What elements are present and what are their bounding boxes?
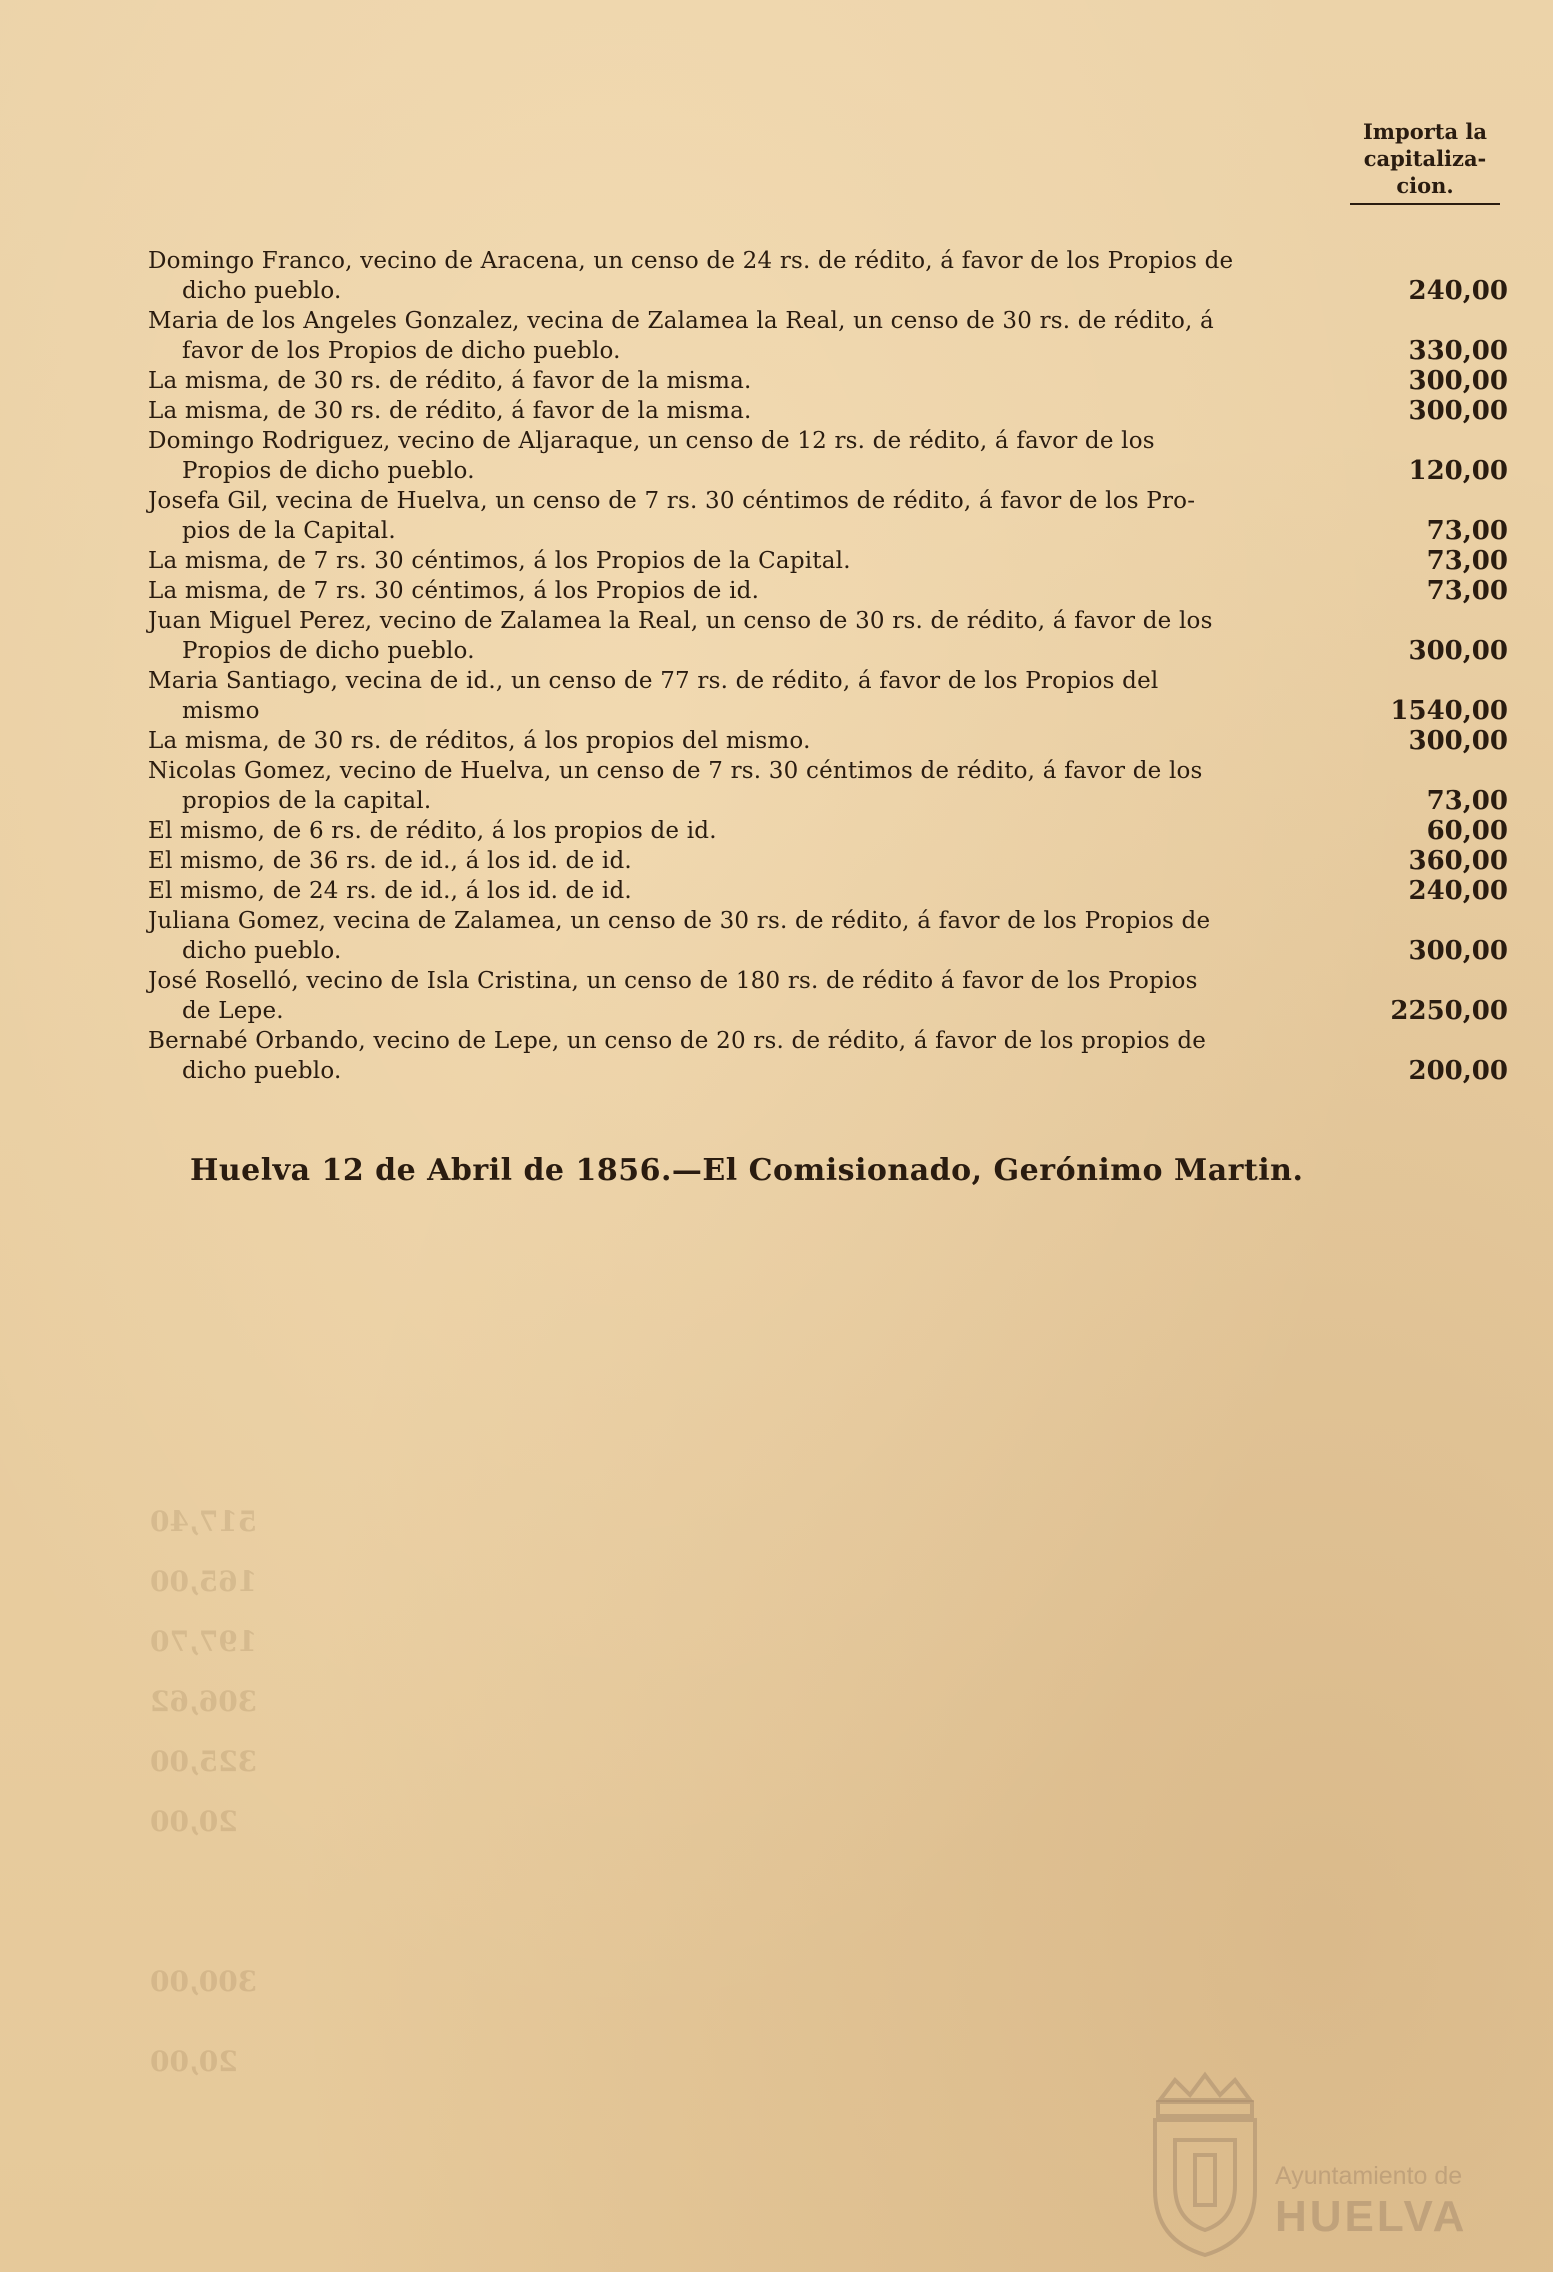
census-entry bbox=[148, 666, 1508, 726]
entry-text-line: dicho pueblo. bbox=[182, 938, 342, 964]
census-entry bbox=[148, 576, 1508, 606]
entry-amount: 60,00 bbox=[1426, 816, 1508, 846]
entry-amount: 300,00 bbox=[1408, 366, 1508, 396]
entry-text-line: Josefa Gil, vecina de Huelva, un censo de 7 rs. 30 céntimos de rédito, á favor de los Pro- bbox=[148, 488, 1196, 514]
entry-amount: 120,00 bbox=[1408, 456, 1508, 486]
entry-text-line: La misma, de 7 rs. 30 céntimos, á los Propios de id. bbox=[148, 578, 760, 604]
entry-text-line: El mismo, de 6 rs. de rédito, á los propios de id. bbox=[148, 818, 717, 844]
census-entry bbox=[148, 816, 1508, 846]
census-entry bbox=[148, 966, 1508, 1026]
entry-text-line: dicho pueblo. bbox=[182, 278, 342, 304]
bleed-through-text: 20,00 bbox=[150, 1805, 238, 1838]
amount-column-header bbox=[1350, 118, 1500, 205]
entry-amount: 2250,00 bbox=[1390, 996, 1508, 1026]
entry-text-line: El mismo, de 36 rs. de id., á los id. de id. bbox=[148, 848, 632, 874]
entry-text-line: pios de la Capital. bbox=[182, 518, 396, 544]
signature-line: Huelva 12 de Abril de 1856.—El Comisionado, Gerónimo Martin. bbox=[190, 1153, 1304, 1188]
census-entry bbox=[148, 606, 1508, 666]
census-entry bbox=[148, 366, 1508, 396]
entry-amount: 1540,00 bbox=[1390, 696, 1508, 726]
census-entry bbox=[148, 726, 1508, 756]
entry-amount: 300,00 bbox=[1408, 936, 1508, 966]
census-entry bbox=[148, 906, 1508, 966]
entry-text-line: El mismo, de 24 rs. de id., á los id. de id. bbox=[148, 878, 632, 904]
coat-of-arms-icon bbox=[1140, 2070, 1270, 2260]
entry-text-line: La misma, de 30 rs. de réditos, á los propios del mismo. bbox=[148, 728, 811, 754]
entry-amount: 73,00 bbox=[1426, 546, 1508, 576]
entry-amount: 240,00 bbox=[1408, 876, 1508, 906]
entry-amount: 73,00 bbox=[1426, 516, 1508, 546]
census-entries-list bbox=[148, 246, 1508, 1086]
column-header-line: capitaliza- bbox=[1363, 146, 1487, 171]
census-entry bbox=[148, 876, 1508, 906]
entry-text-line: Juan Miguel Perez, vecino de Zalamea la Real, un censo de 30 rs. de rédito, á favor de los bbox=[148, 608, 1213, 634]
column-header-line: cion. bbox=[1396, 173, 1454, 198]
census-entry bbox=[148, 1026, 1508, 1086]
census-entry bbox=[148, 426, 1508, 486]
entry-text-line: Propios de dicho pueblo. bbox=[182, 458, 475, 484]
header-rule bbox=[1350, 203, 1500, 205]
entry-amount: 300,00 bbox=[1408, 396, 1508, 426]
entry-amount: 200,00 bbox=[1408, 1056, 1508, 1086]
entry-text-line: Nicolas Gomez, vecino de Huelva, un censo de 7 rs. 30 céntimos de rédito, á favor de los bbox=[148, 758, 1203, 784]
bleed-through-text: 165,00 bbox=[150, 1565, 258, 1598]
watermark-text: HUELVA bbox=[1275, 2192, 1468, 2241]
entry-text-line: propios de la capital. bbox=[182, 788, 432, 814]
entry-text-line: Juliana Gomez, vecina de Zalamea, un censo de 30 rs. de rédito, á favor de los Propios de bbox=[148, 908, 1211, 934]
entry-text-line: Propios de dicho pueblo. bbox=[182, 638, 475, 664]
entry-text-line: de Lepe. bbox=[182, 998, 284, 1024]
entry-text-line: dicho pueblo. bbox=[182, 1058, 342, 1084]
bleed-through-text: 197,70 bbox=[150, 1625, 258, 1658]
entry-text-line: José Roselló, vecino de Isla Cristina, un censo de 180 rs. de rédito á favor de los Propios bbox=[148, 968, 1198, 994]
entry-amount: 360,00 bbox=[1408, 846, 1508, 876]
census-entry bbox=[148, 486, 1508, 546]
entry-amount: 330,00 bbox=[1408, 336, 1508, 366]
entry-amount: 300,00 bbox=[1408, 636, 1508, 666]
entry-text-line: La misma, de 7 rs. 30 céntimos, á los Propios de la Capital. bbox=[148, 548, 851, 574]
column-header-line: Importa la bbox=[1362, 119, 1487, 144]
bleed-through-text: 300,00 bbox=[150, 1965, 258, 1998]
entry-text-line: Maria Santiago, vecina de id., un censo de 77 rs. de rédito, á favor de los Propios del bbox=[148, 668, 1159, 694]
census-entry bbox=[148, 396, 1508, 426]
census-entry bbox=[148, 546, 1508, 576]
entry-amount: 73,00 bbox=[1426, 576, 1508, 606]
bleed-through-text: 20,00 bbox=[150, 2045, 238, 2078]
census-entry bbox=[148, 306, 1508, 366]
entry-text-line: La misma, de 30 rs. de rédito, á favor de la misma. bbox=[148, 398, 752, 424]
entry-amount: 73,00 bbox=[1426, 786, 1508, 816]
entry-text-line: Domingo Franco, vecino de Aracena, un censo de 24 rs. de rédito, á favor de los Propios de bbox=[148, 248, 1234, 274]
entry-text-line: Domingo Rodriguez, vecino de Aljaraque, un censo de 12 rs. de rédito, á favor de los bbox=[148, 428, 1155, 454]
entry-text-line: Maria de los Angeles Gonzalez, vecina de Zalamea la Real, un censo de 30 rs. de rédito, á bbox=[148, 308, 1214, 334]
entry-text-line: Bernabé Orbando, vecino de Lepe, un censo de 20 rs. de rédito, á favor de los propios de bbox=[148, 1028, 1207, 1054]
bleed-through-text: 325,00 bbox=[150, 1745, 258, 1778]
bleed-through-text: 517,40 bbox=[150, 1505, 258, 1538]
census-entry bbox=[148, 246, 1508, 306]
watermark-text: Ayuntamiento de bbox=[1275, 2162, 1463, 2190]
entry-text-line: La misma, de 30 rs. de rédito, á favor de la misma. bbox=[148, 368, 752, 394]
ayuntamiento-huelva-watermark bbox=[1140, 2070, 1500, 2260]
entry-amount: 240,00 bbox=[1408, 276, 1508, 306]
census-entry bbox=[148, 846, 1508, 876]
bleed-through-text: 306,62 bbox=[150, 1685, 258, 1718]
census-entry bbox=[148, 756, 1508, 816]
entry-amount: 300,00 bbox=[1408, 726, 1508, 756]
entry-text-line: mismo bbox=[182, 698, 260, 724]
entry-text-line: favor de los Propios de dicho pueblo. bbox=[182, 338, 621, 364]
